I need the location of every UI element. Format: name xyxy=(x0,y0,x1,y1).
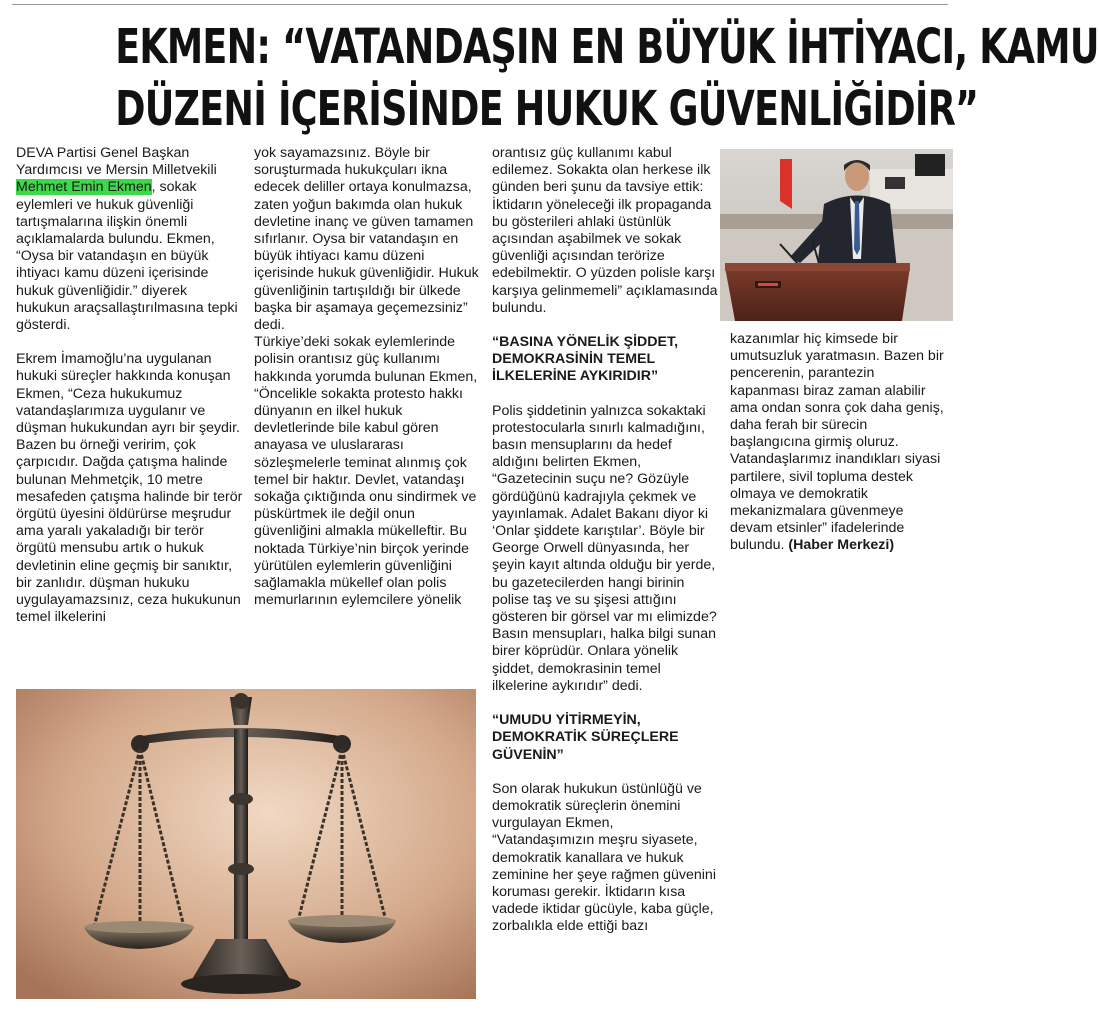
top-rule xyxy=(12,4,948,5)
article-column-1 xyxy=(16,145,244,626)
headline xyxy=(115,16,1099,140)
col1-paragraph-1 xyxy=(16,145,244,334)
col3-paragraph-2: Polis şiddetinin yalnızca sokaktaki protestocularla sınırlı kalmadığını, basın mensuplarını da hedef aldığını belirten Ekmen, “Gazetecinin suçu ne? Gözüyle gördüğünü kadrajıyla çekmek ve yayınlamak. Adalet Bakanı diyor ki ‘Onlar şiddete karıştılar’. Böyle bir George Orwell dünyasında, her şeyin kayıt altında olduğu bir yerde, bu gazetecilerden hangi birinin polise taş ve su şişesi attığını gösteren bir görsel var mı elimizde? Basın mensupları, halka bilgi sunan birer köprüdür. Onlara yönelik şiddet, demokrasinin temel ilkelerine aykırıdır” dedi. xyxy=(492,402,717,694)
headline-line-2: DÜZENİ İÇERİSİNDE HUKUK GÜVENLİĞİDİR” xyxy=(115,81,979,137)
col3-paragraph-1: orantısız güç kullanımı kabul edilemez. Sokakta olan herkese ilk günden beri şunu da tavsiye ettik: İktidarın yöneleceği ilk propaganda bu gösterileri ahlaki üstünlük açısından aşabilmek ve sokak güvenliği açısından terörize edebilmektir. O yüzden polisle karşı karşıya gelinmemeli” açıklamasında bulundu. xyxy=(492,145,718,316)
col4-paragraph-1 xyxy=(730,331,944,555)
col1-p1-post: , sokak eylemleri ve hukuk güvenliği tartışmalarına ilişkin önemli açıklamalarda bulundu. Ekmen, “Oysa bir vatandaşın en büyük ihtiyacı kamu düzeni içerisinde hukuk güvenliğidir.” diyerek hukukun araçsallaştırılmasına tepki gösterdi. xyxy=(16,179,238,334)
article-column-2 xyxy=(254,145,483,609)
subheading-1: “BASINA YÖNELİK ŞİDDET, DEMOKRASİNİN TEMEL İLKELERİNE AYKIRIDIR” xyxy=(492,334,679,385)
col4-p1-text: kazanımlar hiç kimsede bir umutsuzluk yaratmasın. Bazen bir pencerenin, parantezin kapanması biraz zaman alabilir ama ondan sonra çok daha geniş, daha ferah bir sürecin başlangıcına girmiş oluruz. Vatandaşlarımız inandıkları siyasi partilere, sivil topluma destek olmaya ve demokratik mekanizmalara güvenmeye devam etsinler” ifadelerinde bulundu. xyxy=(730,331,944,554)
byline: (Haber Merkezi) xyxy=(788,537,895,554)
article-column-3 xyxy=(492,145,718,936)
speaker-photo xyxy=(720,149,953,321)
highlighted-name: Mehmet Emin Ekmen xyxy=(16,179,152,196)
article-column-4 xyxy=(730,331,944,555)
subheading-2: “UMUDU YİTİRMEYİN, DEMOKRATİK SÜREÇLERE GÜVENİN” xyxy=(492,712,679,763)
scales-of-justice-photo xyxy=(16,689,476,999)
col3-paragraph-3: Son olarak hukukun üstünlüğü ve demokratik süreçlerin önemini vurgulayan Ekmen, “Vatandaşımızın meşru siyasete, demokratik kanallara ve hukuk zeminine her şeye rağmen güvenini koruması gerekir. İktidarın kısa vadede iktidar gücüyle, kaba güçle, zorbalıkla elde ettiği bazı xyxy=(492,780,716,935)
col2-paragraph-1: yok sayamazsınız. Böyle bir soruşturmada hukukçuları ikna edecek deliller ortaya konulmazsa, zaten yoğun bakımda olan hukuk devletine inanç ve güven tamamen sıfırlanır. Oysa bir vatandaşın en büyük ihtiyacı kamu düzeni içerisinde hukuk güvenliğidir. Hukuk güvenliğinin tartışıldığı bir ülkede başka bir aşamaya geçemezsiniz” dedi. xyxy=(254,145,479,334)
col1-paragraph-2: Ekrem İmamoğlu’na uygulanan hukuki süreçler hakkında konuşan Ekmen, “Ceza hukukumuz vatandaşlarımıza uygulanır ve düşman hukukundan ayrı bir şeydir. Bazen bu örneği veririm, çok çarpıcıdır. Dağda çatışma halinde bulunan Mehmetçik, 10 metre mesafeden çatışma halinde bir terör örgütü üyesini öldürürse meşrudur ama yaralı yakaladığı bir terör örgütü mensubu artık o hukuk devletinin eline geçmiş bir sanıktır, bir zanlıdır. düşman hukuku uygulayamazsınız, ceza hukukunun temel ilkelerini xyxy=(16,351,243,626)
headline-line-1: EKMEN: “VATANDAŞIN EN BÜYÜK İHTİYACI, KAMU xyxy=(115,19,1099,75)
col2-paragraph-2: Türkiye’deki sokak eylemlerinde polisin orantısız güç kullanımı hakkında yorumda bulunan Ekmen, “Öncelikle sokakta protesto hakkı dünyanın en ilkel hukuk devletlerinde bile kabul gören anayasa ve uluslararası sözleşmelerle teminat alınmış çok temel bir haktır. Devlet, vatandaşı sokağa çıktığında onu sindirmek ve püskürtmek ile değil onun güvenliğini almakla mükelleftir. Bu noktada Türkiye’nin birçok yerinde yürütülen eylemlerin güvenliğini sağlamakla mükellef olan polis memurlarının eylemcilere yönelik xyxy=(254,334,478,609)
col1-p1-pre: DEVA Partisi Genel Başkan Yardımcısı ve Mersin Milletvekili xyxy=(16,145,217,179)
